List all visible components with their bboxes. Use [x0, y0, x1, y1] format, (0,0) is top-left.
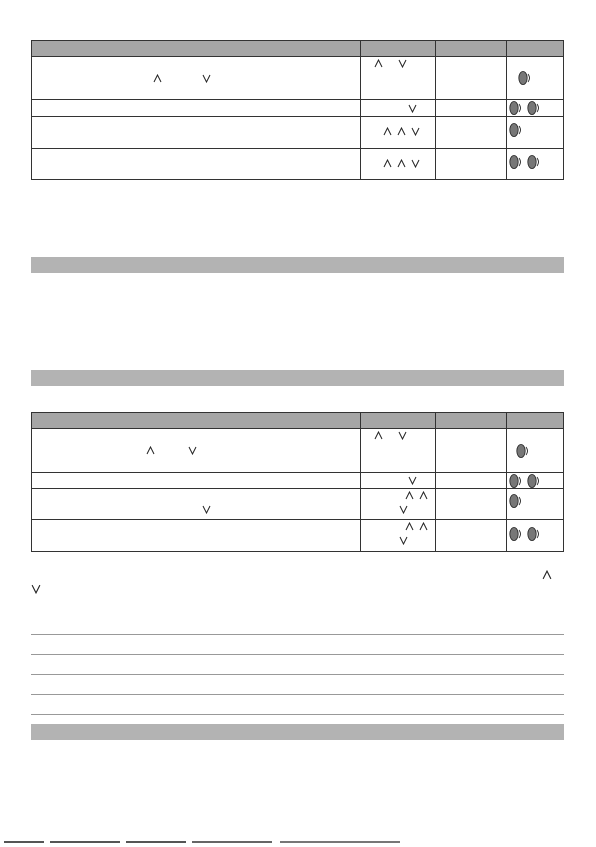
chevron-down-icon [411, 159, 420, 168]
chevron-down-icon [408, 104, 417, 113]
table-row [32, 489, 563, 520]
sound-single-icon [518, 70, 532, 86]
chevron-down-icon [31, 584, 41, 594]
chevron-down-icon [188, 446, 197, 455]
table-1 [31, 40, 564, 180]
chevron-up-icon [383, 127, 392, 136]
sound-double-icon [509, 100, 545, 116]
chevron-up-icon [397, 127, 406, 136]
chevron-up-icon [542, 570, 552, 580]
footer-strip [0, 836, 596, 840]
chevron-down-icon [202, 74, 211, 83]
divider [31, 674, 564, 675]
chevron-down-icon [411, 127, 420, 136]
section-band [31, 724, 564, 740]
table-row [32, 57, 563, 100]
chevron-down-icon [202, 505, 211, 514]
chevron-up-icon [374, 59, 383, 68]
chevron-up-icon [405, 522, 414, 531]
table-row [32, 149, 563, 180]
sound-double-icon [509, 526, 545, 542]
table-row [32, 117, 563, 149]
chevron-down-icon [399, 505, 408, 514]
section-band [31, 257, 564, 273]
table-row [32, 520, 563, 551]
table-1-header [32, 41, 563, 57]
table-2 [31, 412, 564, 552]
sound-double-icon [509, 473, 545, 489]
chevron-up-icon [146, 446, 155, 455]
table-row [32, 473, 563, 489]
divider [31, 714, 564, 715]
divider [31, 634, 564, 635]
chevron-down-icon [398, 431, 407, 440]
table-row [32, 429, 563, 473]
sound-double-icon [509, 154, 545, 170]
chevron-down-icon [398, 59, 407, 68]
chevron-up-icon [374, 431, 383, 440]
chevron-up-icon [153, 74, 162, 83]
chevron-up-icon [405, 491, 414, 500]
chevron-up-icon [383, 159, 392, 168]
chevron-up-icon [397, 159, 406, 168]
divider [31, 694, 564, 695]
chevron-up-icon [419, 491, 428, 500]
sound-single-icon [509, 493, 523, 509]
sound-single-icon [516, 443, 530, 459]
chevron-down-icon [408, 476, 417, 485]
table-2-header [32, 413, 563, 429]
divider [31, 654, 564, 655]
table-row [32, 100, 563, 117]
sound-single-icon [509, 122, 523, 138]
chevron-down-icon [399, 536, 408, 545]
chevron-up-icon [419, 522, 428, 531]
section-band [31, 370, 564, 386]
